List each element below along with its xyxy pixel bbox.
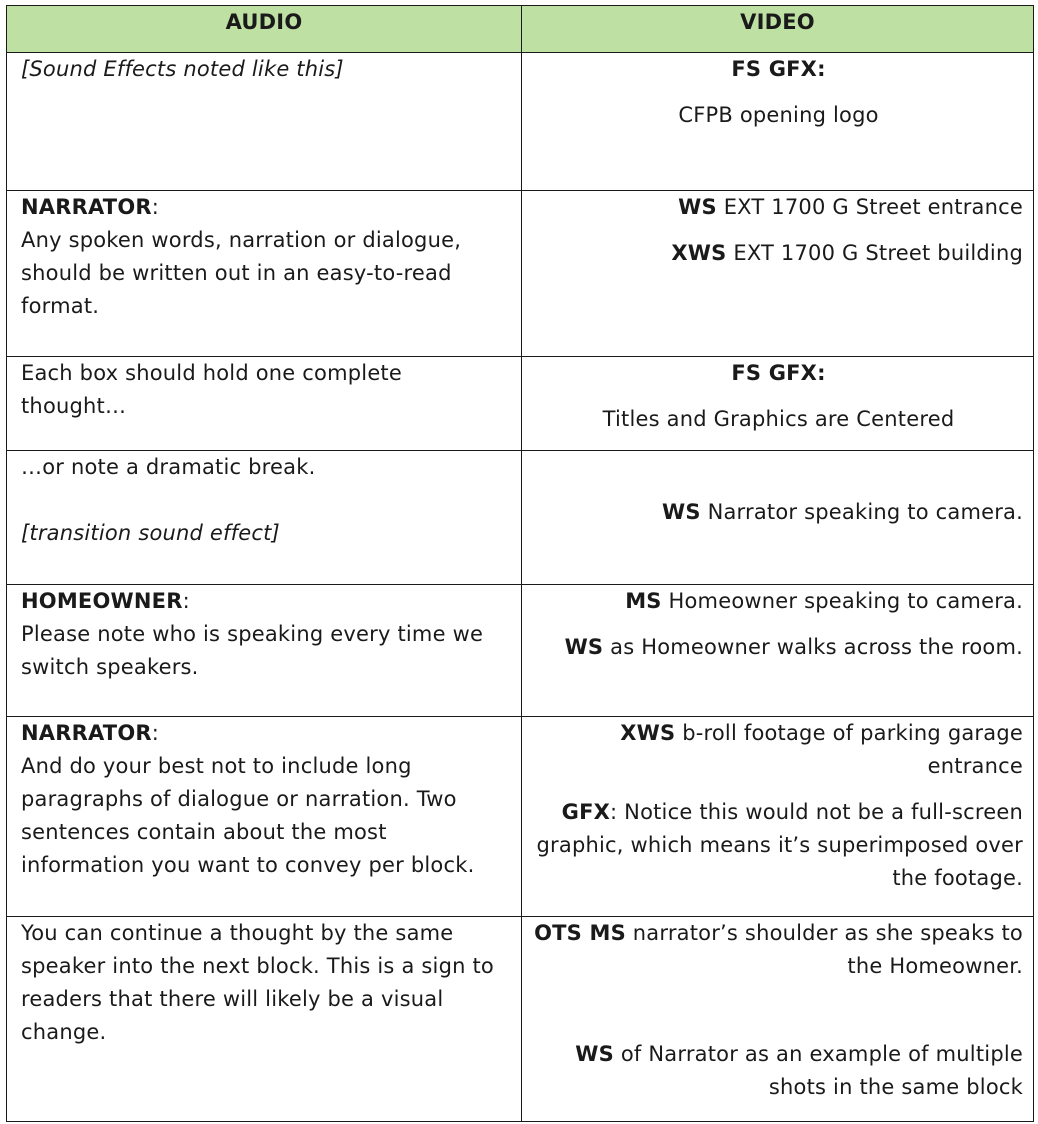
dialogue-text: Any spoken words, narration or dialogue, should be written out in an easy-to-read format.	[21, 228, 462, 318]
audio-cell	[7, 357, 522, 451]
header-row	[7, 6, 1034, 53]
video-cell	[522, 917, 1034, 1122]
shot-tag: WS	[661, 500, 701, 524]
shot-tag: FS GFX:	[731, 57, 826, 81]
video-cell	[522, 585, 1034, 717]
shot-tag: XWS	[671, 241, 727, 265]
table-row	[7, 585, 1034, 717]
table-row	[7, 191, 1034, 357]
dialogue-text: Please note who is speaking every time we switch speakers.	[21, 622, 484, 679]
video-cell	[522, 451, 1034, 585]
table-row	[7, 917, 1034, 1122]
audio-cell	[7, 191, 522, 357]
shot-tag: WS	[678, 195, 717, 219]
video-description: CFPB opening logo	[678, 103, 879, 127]
shot-tag: GFX	[561, 800, 611, 824]
audio-cell	[7, 53, 522, 191]
sound-effect-note: [transition sound effect]	[21, 521, 280, 545]
sound-effect-note: [Sound Effects noted like this]	[21, 57, 344, 81]
speaker-name: HOMEOWNER	[21, 589, 183, 613]
dialogue-text: Each box should hold one complete thought…	[21, 361, 402, 418]
table-row	[7, 357, 1034, 451]
shot-description: EXT 1700 G Street building	[726, 241, 1023, 265]
shot-description: Narrator speaking to camera.	[700, 500, 1023, 524]
shot-tag: FS GFX:	[731, 361, 826, 385]
speaker-colon: :	[182, 589, 190, 613]
video-cell	[522, 53, 1034, 191]
shot-description: b-roll footage of parking garage entrance	[675, 721, 1023, 778]
shot-tag: MS	[625, 589, 662, 613]
speaker-name: NARRATOR	[21, 195, 152, 219]
video-cell	[522, 357, 1034, 451]
shot-tag: XWS	[620, 721, 676, 745]
audio-cell	[7, 451, 522, 585]
shot-description: : Notice this would not be a full-screen graphic, which means it’s superimposed over the footage.	[536, 800, 1023, 890]
shot-description: of Narrator as an example of multiple shots in the same block	[614, 1042, 1023, 1099]
video-description: Titles and Graphics are Centered	[602, 407, 955, 431]
script-table	[6, 5, 1034, 1122]
speaker-name: NARRATOR	[21, 721, 152, 745]
video-cell	[522, 717, 1034, 917]
audio-column-header: AUDIO	[7, 6, 522, 53]
shot-description: narrator’s shoulder as she speaks to the Homeowner.	[625, 921, 1023, 978]
shot-tag: WS	[575, 1042, 614, 1066]
speaker-colon: :	[151, 195, 160, 219]
dialogue-text: And do your best not to include long paragraphs of dialogue or narration. Two sentences contain about the most information you want to convey per block.	[21, 754, 475, 877]
shot-tag: OTS MS	[534, 921, 626, 945]
audio-cell	[7, 585, 522, 717]
dialogue-text: …or note a dramatic break.	[21, 455, 316, 479]
table-row	[7, 53, 1034, 191]
audio-cell	[7, 717, 522, 917]
video-column-header: VIDEO	[522, 6, 1034, 53]
table-row	[7, 717, 1034, 917]
shot-description: Homeowner speaking to camera.	[661, 589, 1023, 613]
shot-description: as Homeowner walks across the room.	[603, 635, 1023, 659]
dialogue-text: You can continue a thought by the same speaker into the next block. This is a sign to readers that there will likely be a visual change.	[21, 921, 494, 1044]
video-cell	[522, 191, 1034, 357]
shot-tag: WS	[564, 635, 604, 659]
audio-cell	[7, 917, 522, 1122]
shot-description: EXT 1700 G Street entrance	[716, 195, 1023, 219]
speaker-colon: :	[151, 721, 160, 745]
table-row	[7, 451, 1034, 585]
